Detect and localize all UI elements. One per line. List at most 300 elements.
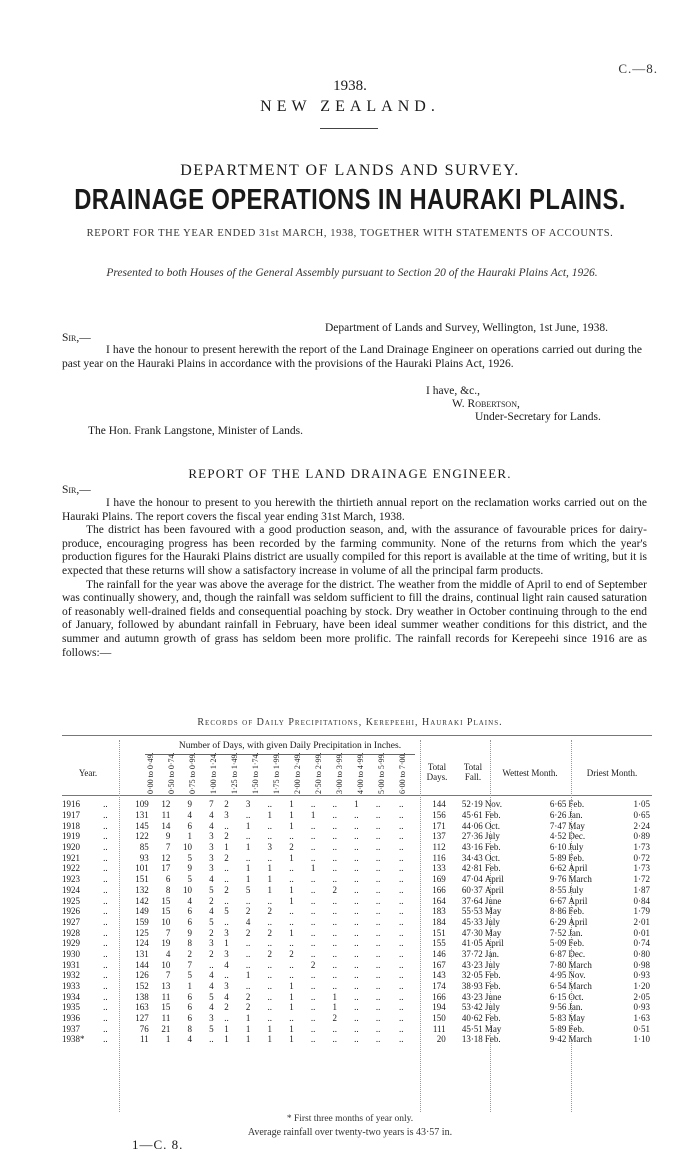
table-cell: 1920 [62, 842, 80, 853]
table-cell: 52·19 [461, 799, 483, 810]
table-cell: .. [224, 970, 229, 981]
table-cell: .. [224, 1013, 229, 1024]
table-cell: 143 [432, 970, 446, 981]
table-cell: .. [375, 1034, 381, 1045]
report-salutation: Sir,— [62, 484, 91, 496]
table-cell: 9·76 [549, 874, 567, 885]
table-row [62, 842, 652, 853]
table-cell: .. [332, 799, 338, 810]
table-cell: 1 [354, 799, 359, 810]
table-cell: 93 [139, 852, 149, 863]
table-cell: 1924 [62, 884, 80, 895]
table-cell: 43·23 [461, 991, 483, 1002]
table-cell: 122 [135, 831, 149, 842]
table-cell: June [484, 895, 502, 906]
table-cell: .. [332, 970, 338, 981]
table-cell: May [484, 927, 502, 938]
table-cell: Feb. [484, 810, 501, 821]
table-cell: 1930 [62, 948, 80, 959]
table-cell: 1916 [62, 799, 80, 810]
table-cell: May [568, 1013, 585, 1024]
col-total-fall-header: Total Fall. [463, 762, 483, 782]
table-cell: .. [354, 810, 359, 821]
table-cell: .. [310, 991, 316, 1002]
document-reference: C.—8. [618, 61, 658, 76]
table-cell: 10 [161, 916, 171, 927]
table-cell: 2 [332, 884, 338, 895]
table-cell: 40·62 [461, 1013, 483, 1024]
table-cell: .. [332, 842, 338, 853]
table-cell: 1·05 [633, 799, 650, 810]
col-total-days-header: Total Days. [426, 762, 448, 782]
table-cell: 1 [267, 863, 273, 874]
table-cell: 0·89 [633, 831, 650, 842]
table-cell: .. [332, 938, 338, 949]
table-cell: .. [354, 991, 359, 1002]
table-cell: 6 [187, 916, 192, 927]
table-cell: Feb. [484, 970, 501, 981]
table-cell: 2 [224, 1002, 229, 1013]
table-cell: .. [103, 810, 108, 821]
table-cell: 1925 [62, 895, 80, 906]
table-cell: .. [332, 810, 338, 821]
table-cell: 7·47 [549, 820, 567, 831]
table-row [62, 831, 652, 842]
table-cell: 0·98 [633, 959, 650, 970]
range-header-7: 1·75 to 1·99. [272, 752, 281, 794]
table-cell: 4·52 [549, 831, 567, 842]
table-cell: 4 [209, 810, 214, 821]
table-cell: 8 [187, 938, 192, 949]
table-cell: 1·73 [633, 842, 650, 853]
table-cell: 2 [267, 927, 273, 938]
table-cell: 125 [135, 927, 149, 938]
table-cell: Jan. [568, 810, 583, 821]
table-cell: 4 [187, 810, 192, 821]
table-row [62, 1013, 652, 1024]
table-cell: .. [310, 906, 316, 917]
table-cell: 131 [135, 948, 149, 959]
table-cell: 42·81 [461, 863, 483, 874]
table-cell: 5 [209, 884, 214, 895]
table-cell: .. [310, 948, 316, 959]
table-cell: .. [310, 1002, 316, 1013]
table-cell: April [568, 895, 588, 906]
table-cell: 0·65 [633, 810, 650, 821]
table-cell: .. [103, 1034, 108, 1045]
table-cell: 1 [310, 863, 316, 874]
table-row [62, 852, 652, 863]
table-cell: 9·42 [549, 1034, 567, 1045]
table-cell: 4 [224, 991, 229, 1002]
table-cell: 1 [245, 1023, 251, 1034]
table-cell: 2·01 [633, 916, 650, 927]
table-cell: Jan. [568, 1002, 583, 1013]
table-cell: 4 [209, 874, 214, 885]
table-cell: 1 [289, 927, 294, 938]
table-cell: 1921 [62, 852, 80, 863]
table-cell: .. [310, 874, 316, 885]
table-cell: 171 [432, 820, 446, 831]
table-cell: 1926 [62, 906, 80, 917]
table-row [62, 970, 652, 981]
table-cell: Feb. [484, 863, 501, 874]
table-cell: .. [354, 938, 359, 949]
table-cell: 5·89 [549, 1023, 567, 1034]
table-cell: 0·93 [633, 970, 650, 981]
table-cell: .. [310, 970, 316, 981]
table-cell: 2 [289, 948, 294, 959]
table-cell: .. [103, 1002, 108, 1013]
table-cell: 166 [432, 991, 446, 1002]
table-cell: .. [375, 1023, 381, 1034]
table-cell: 5 [209, 991, 214, 1002]
table-cell: 1 [245, 1034, 251, 1045]
table-cell: .. [354, 842, 359, 853]
table-cell: .. [103, 874, 108, 885]
table-cell: .. [267, 991, 273, 1002]
country-heading: NEW ZEALAND. [260, 98, 440, 115]
table-cell: Nov. [484, 799, 502, 810]
table-cell: 4 [209, 981, 214, 992]
table-cell: 7 [165, 927, 171, 938]
table-cell: .. [310, 831, 316, 842]
table-cell: .. [399, 948, 404, 959]
table-cell: 194 [432, 1002, 446, 1013]
table-cell: 4 [187, 895, 192, 906]
table-cell: 2 [224, 831, 229, 842]
table-cell: .. [332, 831, 338, 842]
table-cell: 1931 [62, 959, 80, 970]
table-row [62, 810, 652, 821]
presented-note: Presented to both Houses of the General Assembly pursuant to Section 20 of the Hauraki Plains Act, 1926. [106, 267, 598, 279]
table-cell: 4 [209, 1002, 214, 1013]
table-cell: 166 [432, 884, 446, 895]
table-cell: 4 [209, 970, 214, 981]
table-cell: 1 [332, 1002, 338, 1013]
table-cell: .. [399, 1002, 404, 1013]
table-cell: .. [399, 895, 404, 906]
table-cell: .. [332, 1034, 338, 1045]
table-cell: 1·73 [633, 863, 650, 874]
table-cell: .. [245, 981, 251, 992]
table-cell: 132 [135, 884, 149, 895]
report-body [62, 497, 647, 660]
table-cell: 3 [224, 948, 229, 959]
table-cell: 2 [245, 927, 251, 938]
table-cell: 7·80 [549, 959, 567, 970]
table-cell: .. [375, 842, 381, 853]
table-cell: .. [399, 970, 404, 981]
table-cell: 2 [267, 906, 273, 917]
table-cell: 1 [267, 874, 273, 885]
table-cell: .. [375, 884, 381, 895]
table-cell: .. [267, 981, 273, 992]
table-cell: 6·26 [549, 810, 567, 821]
footer-reference: 1—C. 8. [132, 1137, 184, 1152]
table-cell: Feb. [484, 1034, 501, 1045]
table-cell: 6·87 [549, 948, 567, 959]
table-cell: 5 [187, 852, 192, 863]
table-cell: Jan. [568, 927, 583, 938]
table-cell: 3 [209, 831, 214, 842]
table-cell: 5·09 [549, 938, 567, 949]
table-cell: .. [354, 895, 359, 906]
table-cell: 144 [432, 799, 446, 810]
table-cell: .. [375, 863, 381, 874]
table-cell: .. [375, 916, 381, 927]
table-cell: .. [103, 916, 108, 927]
table-cell: .. [375, 874, 381, 885]
table-cell: 0·01 [633, 927, 650, 938]
table-cell: .. [289, 938, 294, 949]
table-cell: 164 [432, 895, 446, 906]
table-cell: .. [332, 959, 338, 970]
table-row [62, 820, 652, 831]
table-cell: 3 [224, 810, 229, 821]
table-cell: 1 [224, 1034, 229, 1045]
table-row [62, 1023, 652, 1034]
table-cell: .. [399, 810, 404, 821]
table-cell: .. [267, 852, 273, 863]
table-row [62, 799, 652, 810]
table-cell: 1 [289, 991, 294, 1002]
table-cell: 9 [187, 927, 192, 938]
table-cell: 1 [245, 820, 251, 831]
table-cell: 1 [187, 831, 192, 842]
table-cell: July [484, 959, 500, 970]
table-cell: 1 [289, 895, 294, 906]
table-cell: .. [267, 1002, 273, 1013]
table-cell: .. [289, 1013, 294, 1024]
table-cell: 4 [209, 906, 214, 917]
table-cell: .. [399, 906, 404, 917]
table-cell: 37·72 [461, 948, 483, 959]
table-cell: 2 [245, 1002, 251, 1013]
table-cell: 32·05 [461, 970, 483, 981]
table-cell: .. [332, 1023, 338, 1034]
table-cell: .. [399, 799, 404, 810]
table-cell: 146 [432, 948, 446, 959]
table-cell: 1935 [62, 1002, 80, 1013]
table-cell: 112 [432, 842, 446, 853]
table-cell: 8 [165, 884, 171, 895]
range-header-11: 4·00 to 4·99. [356, 752, 365, 794]
table-cell: 1934 [62, 991, 80, 1002]
table-cell: 2·05 [633, 991, 650, 1002]
table-cell: .. [399, 1023, 404, 1034]
table-cell: 2 [209, 927, 214, 938]
table-cell: 1·63 [633, 1013, 650, 1024]
table-cell: 3 [209, 1013, 214, 1024]
table-cell: 124 [135, 938, 149, 949]
table-cell: .. [354, 852, 359, 863]
range-header-1: 0·00 to 0·49. [146, 752, 155, 794]
table-cell: 9 [187, 863, 192, 874]
table-cell: 7 [165, 970, 171, 981]
table-cell: .. [224, 874, 229, 885]
table-cell: 5 [245, 884, 251, 895]
table-cell: .. [399, 820, 404, 831]
table-cell: 9 [165, 831, 171, 842]
table-cell: 4 [209, 820, 214, 831]
table-cell: .. [399, 831, 404, 842]
table-cell: .. [103, 981, 108, 992]
table-cell: .. [375, 948, 381, 959]
table-cell: 6 [187, 820, 192, 831]
table-cell: 1 [224, 1023, 229, 1034]
table-cell: .. [375, 959, 381, 970]
table-cell: .. [375, 970, 381, 981]
table-cell: June [484, 991, 502, 1002]
table-cell: .. [103, 852, 108, 863]
table-cell: 1 [289, 1002, 294, 1013]
table-cell: 6·67 [549, 895, 567, 906]
table-cell: 1929 [62, 938, 80, 949]
table-cell: 1917 [62, 810, 80, 821]
table-cell: .. [267, 895, 273, 906]
table-cell: 2 [224, 884, 229, 895]
table-cell: 2·24 [633, 820, 650, 831]
table-cell: .. [245, 810, 251, 821]
table-cell: .. [354, 874, 359, 885]
table-cell: 1 [224, 938, 229, 949]
table-row [62, 981, 652, 992]
letter-addressee: The Hon. Frank Langstone, Minister of Lands. [88, 425, 303, 437]
table-cell: .. [103, 1023, 108, 1034]
table-cell: 183 [432, 906, 446, 917]
table-cell: .. [289, 831, 294, 842]
table-row [62, 1034, 652, 1045]
table-cell: .. [354, 916, 359, 927]
table-cell: .. [375, 938, 381, 949]
table-cell: .. [224, 820, 229, 831]
table-cell: .. [209, 959, 214, 970]
table-cell: 43·23 [461, 959, 483, 970]
table-cell: 4 [245, 916, 251, 927]
table-cell: 8 [187, 1023, 192, 1034]
table-cell: .. [354, 959, 359, 970]
table-cell: 8·55 [549, 884, 567, 895]
table-cell: 156 [432, 810, 446, 821]
table-cell: March [568, 874, 592, 885]
table-cell: 7 [165, 842, 171, 853]
table-cell: 9·56 [549, 1002, 567, 1013]
table-cell: 184 [432, 916, 446, 927]
table-footnote: * First three months of year only. [286, 1114, 414, 1124]
table-cell: .. [332, 948, 338, 959]
table-cell: 1 [267, 884, 273, 895]
table-cell: .. [103, 842, 108, 853]
table-cell: 149 [135, 906, 149, 917]
table-cell: .. [103, 820, 108, 831]
table-cell: 1 [187, 981, 192, 992]
table-cell: 151 [135, 874, 149, 885]
table-cell: .. [354, 820, 359, 831]
table-row [62, 885, 652, 896]
table-cell: 1 [245, 874, 251, 885]
range-header-4: 1·00 to 1·24. [209, 752, 218, 794]
document-year: 1938. [333, 78, 367, 94]
table-cell: .. [354, 948, 359, 959]
table-cell: .. [267, 820, 273, 831]
letter-closing: I have, &c., [426, 385, 480, 397]
table-cell: .. [399, 874, 404, 885]
table-cell: .. [399, 842, 404, 853]
table-cell: .. [399, 991, 404, 1002]
table-cell: .. [310, 938, 316, 949]
range-header-8: 2·00 to 2·49. [293, 752, 302, 794]
table-cell: 76 [139, 1023, 149, 1034]
table-cell: 1 [289, 810, 294, 821]
table-cell: 131 [135, 810, 149, 821]
table-cell: July [484, 831, 500, 842]
range-header-3: 0·75 to 0·99. [188, 752, 197, 794]
table-cell: 6 [187, 991, 192, 1002]
table-cell: Feb. [568, 852, 585, 863]
table-cell: 11 [161, 810, 171, 821]
table-cell: .. [354, 863, 359, 874]
table-cell: 2 [267, 948, 273, 959]
report-paragraph-3: The rainfall for the year was above the average for the district. The weather from the middle of April to end of September was continually showery, and, though the rainfall was seldom sufficient to fill the drains, continual light rain caused saturation of reasonably well-drained fields and consequential poaching by stock. Dry weather in October continuing through to the end of January, followed by abundant rainfall in February, have been ideal summer weather conditions for this district, and the summer and autumn growth of grass has seldom been more prolific. The rainfall records for Kerepeehi since 1916 are as follows:— [62, 578, 647, 659]
table-cell: 2 [209, 895, 214, 906]
table-cell: .. [310, 1013, 316, 1024]
table-cell: 2 [224, 799, 229, 810]
table-cell: .. [375, 852, 381, 863]
table-row [62, 895, 652, 906]
table-cell: .. [399, 884, 404, 895]
table-cell: .. [103, 863, 108, 874]
table-cell: .. [310, 927, 316, 938]
table-cell: 1 [289, 820, 294, 831]
table-cell: Oct. [484, 852, 501, 863]
table-cell: 55·53 [461, 906, 483, 917]
table-cell: 21 [161, 1023, 171, 1034]
document-subtitle: REPORT FOR THE YEAR ENDED 31st MARCH, 1938, TOGETHER WITH STATEMENTS OF ACCOUNTS. [86, 228, 614, 239]
table-cell: .. [289, 863, 294, 874]
table-cell: .. [103, 991, 108, 1002]
table-cell: .. [399, 1034, 404, 1045]
table-cell: 1 [245, 842, 251, 853]
table-cell: April [484, 884, 504, 895]
table-cell: 1·72 [633, 874, 650, 885]
table-cell: 13 [161, 981, 171, 992]
table-cell: 1922 [62, 863, 80, 874]
table-row [62, 906, 652, 917]
table-cell: Feb. [568, 1023, 585, 1034]
table-cell: 1932 [62, 970, 80, 981]
table-cell: 7·52 [549, 927, 567, 938]
table-cell: .. [103, 799, 108, 810]
table-cell: 6·29 [549, 916, 567, 927]
table-cell: 0·72 [633, 852, 650, 863]
department-heading: DEPARTMENT OF LANDS AND SURVEY. [180, 162, 520, 179]
table-cell: .. [267, 970, 273, 981]
table-cell: 174 [432, 981, 446, 992]
table-cell: 10 [161, 959, 171, 970]
table-cell: .. [375, 981, 381, 992]
table-cell: 1 [267, 1034, 273, 1045]
range-header-10: 3·00 to 3·99. [335, 752, 344, 794]
table-cell: .. [310, 1023, 316, 1034]
table-cell: 5 [209, 916, 214, 927]
table-cell: Feb. [484, 1013, 501, 1024]
table-cell: Feb. [484, 842, 501, 853]
table-cell: 1 [267, 1023, 273, 1034]
table-cell: 1923 [62, 874, 80, 885]
table-cell: .. [399, 927, 404, 938]
table-cell: 6 [187, 1013, 192, 1024]
